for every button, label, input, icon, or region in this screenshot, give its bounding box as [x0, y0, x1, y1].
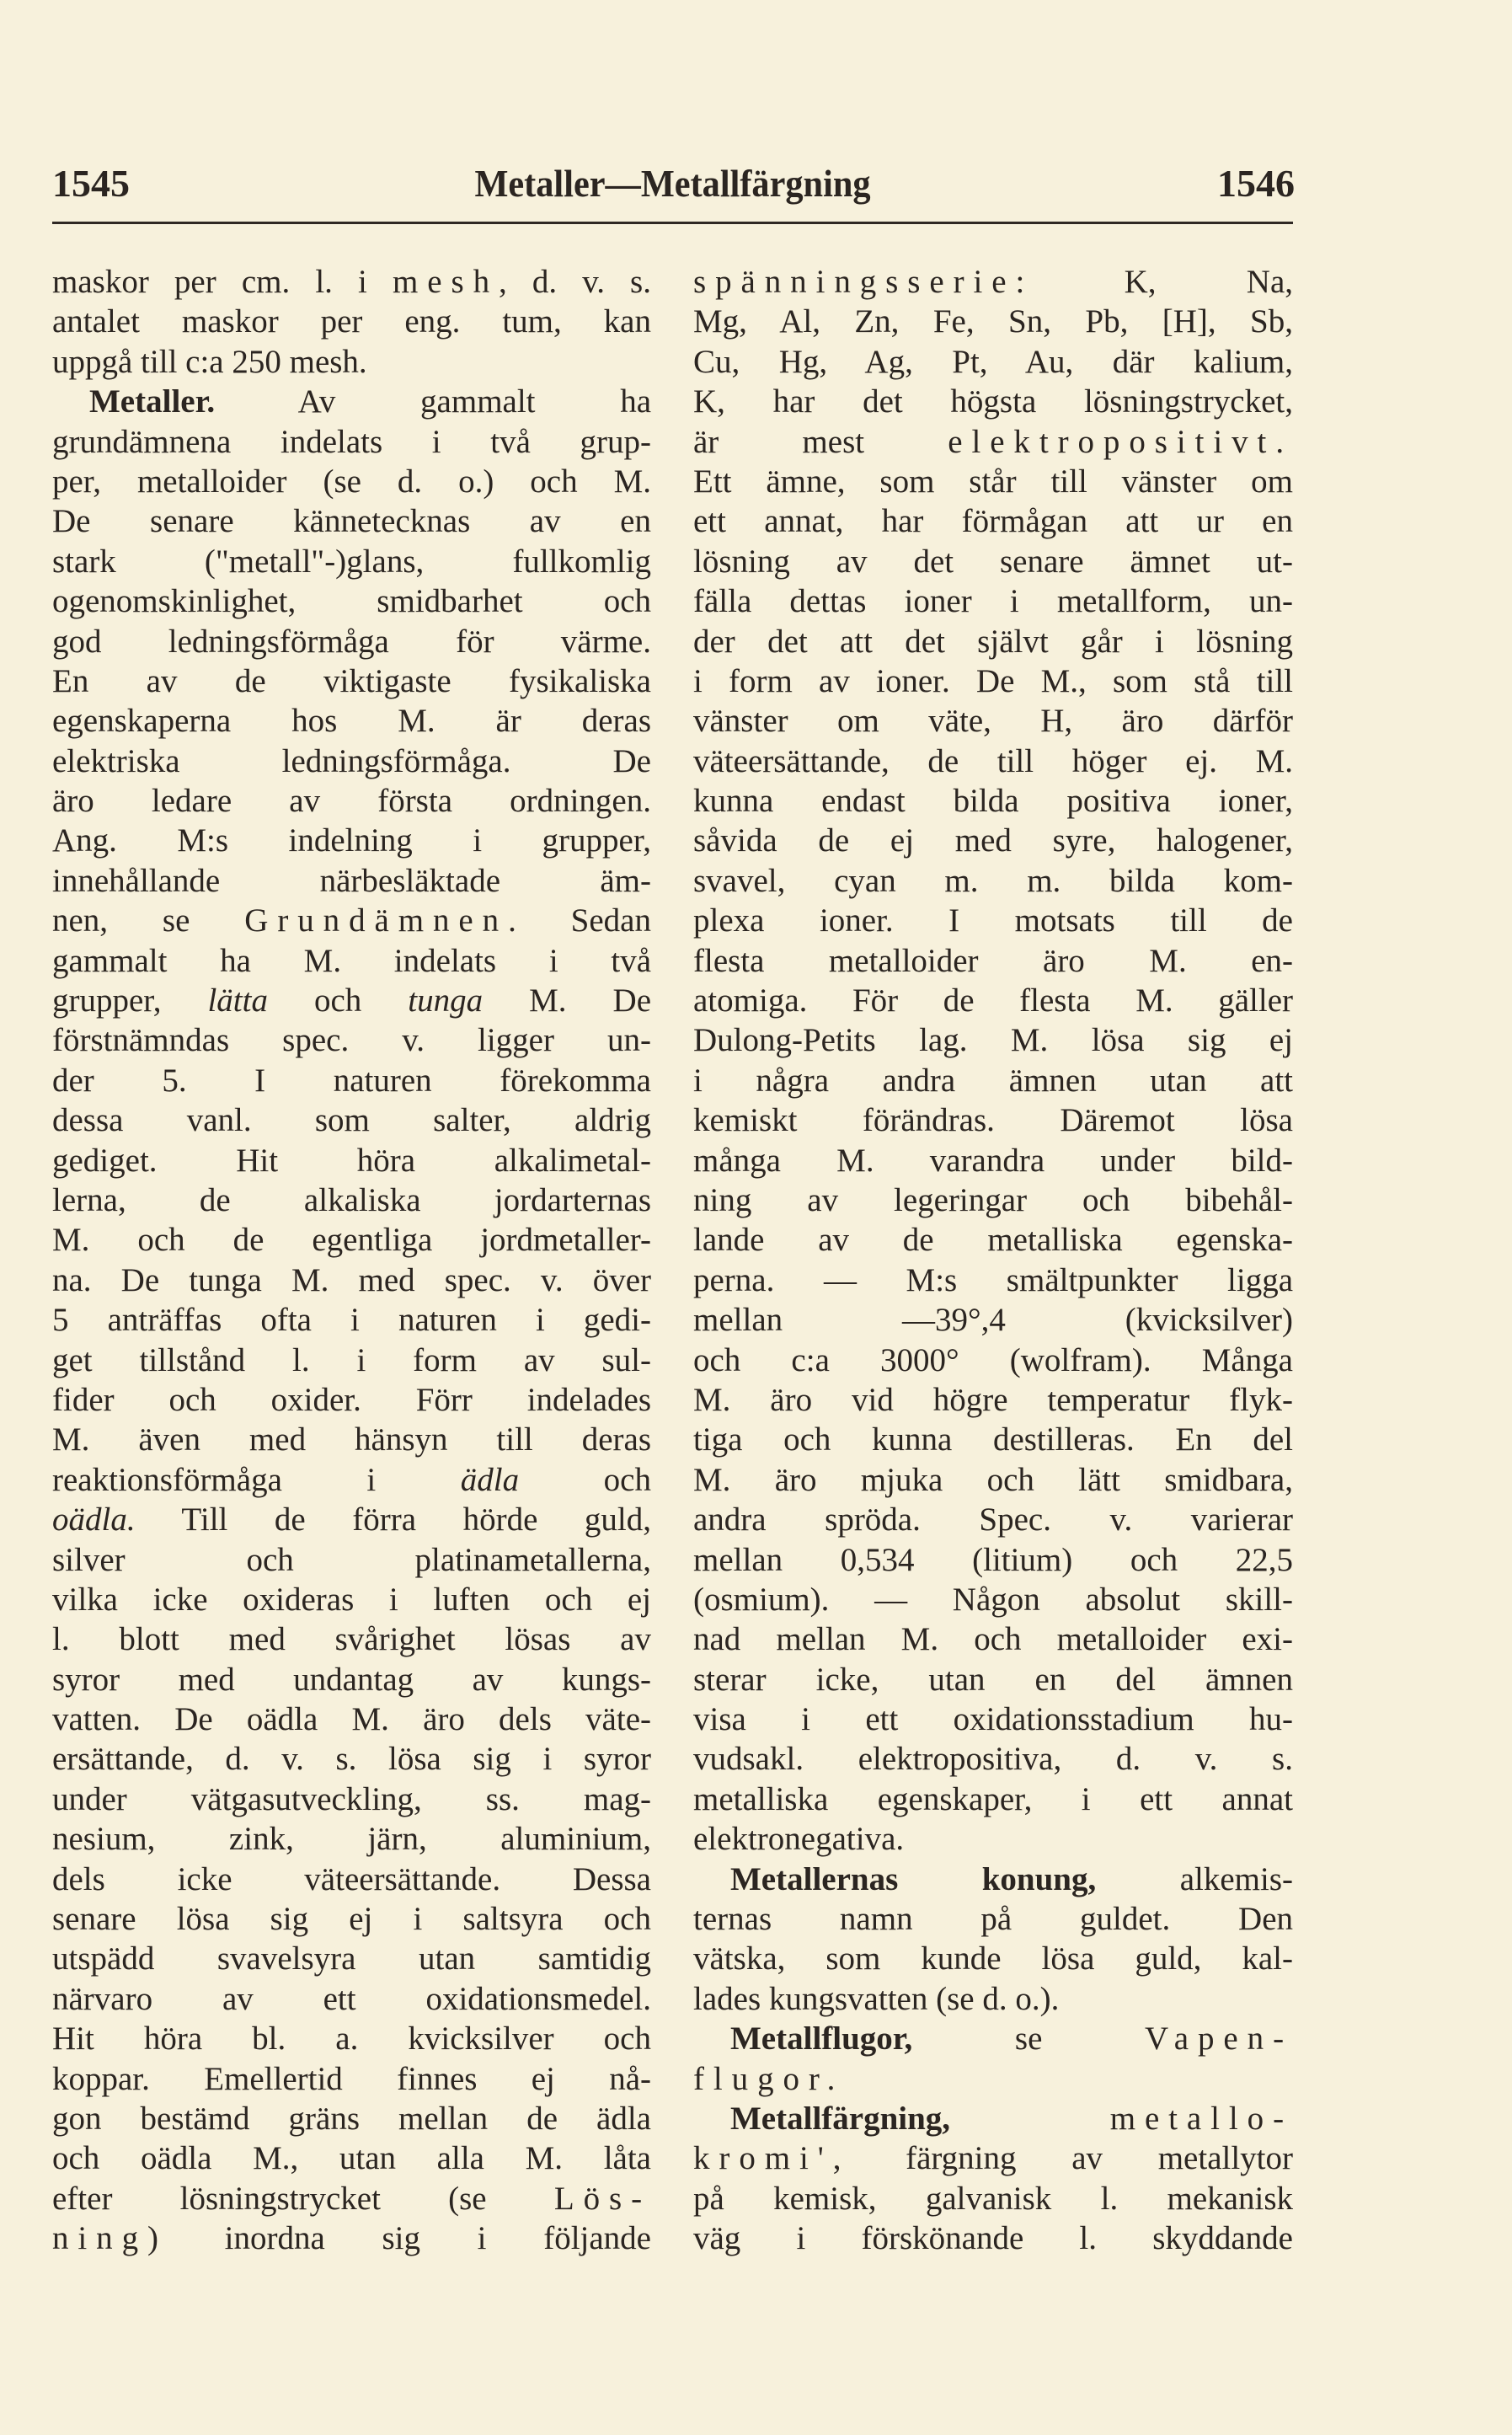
text-line — [52, 1580, 651, 1619]
text-segment: grundämnena indelats i två grup- — [52, 423, 651, 460]
text-segment: syror med undantag av kungs- — [52, 1661, 651, 1698]
spaced-emphasis: Grundämnen — [244, 902, 509, 939]
text-segment: kunna endast bilda positiva ioner, — [693, 783, 1293, 820]
text-segment: atomiga. För de flesta M. gäller — [693, 982, 1293, 1019]
text-segment: vänster om väte, H, äro därför — [693, 703, 1293, 740]
text-segment: Till de förra hörde guld, — [135, 1501, 651, 1539]
text-line — [52, 542, 651, 581]
text-line — [52, 1420, 651, 1459]
text-segment: färgning av metallytor — [850, 2140, 1293, 2177]
text-line — [52, 2059, 651, 2099]
text-segment: svavel, cyan m. m. bilda kom- — [693, 862, 1293, 899]
text-line — [693, 1779, 1293, 1819]
text-segment: mellan 0,534 (litium) och 22,5 — [693, 1541, 1293, 1578]
text-line — [52, 1540, 651, 1580]
text-line — [693, 741, 1293, 781]
text-segment: visa i ett oxidationsstadium hu- — [693, 1701, 1293, 1738]
text-line — [693, 1460, 1293, 1500]
running-title: Metaller—Metallfärgning — [474, 162, 871, 205]
text-segment: M. äro mjuka och lätt smidbara, — [693, 1461, 1293, 1498]
text-segment: dels icke väteersättande. Dessa — [52, 1860, 651, 1897]
text-line — [693, 2179, 1293, 2218]
text-segment: get tillstånd l. i form av sul- — [52, 1341, 651, 1378]
text-line — [52, 1860, 651, 1899]
text-line — [693, 382, 1293, 421]
text-segment: kemiskt förändras. Däremot lösa — [693, 1102, 1293, 1139]
text-segment: äro ledare av första ordningen. — [52, 783, 651, 820]
text-line — [693, 1699, 1293, 1739]
text-segment: fälla dettas ioner i metallform, un- — [693, 583, 1293, 620]
entry-headword: Metallernas konung, — [730, 1860, 1097, 1897]
text-line — [693, 2138, 1293, 2178]
text-line — [52, 1341, 651, 1380]
text-line — [693, 821, 1293, 860]
text-line — [52, 1020, 651, 1060]
text-segment: per, metalloider (se d. o.) och M. — [52, 463, 651, 500]
text-segment: under vätgasutveckling, ss. mag- — [52, 1780, 651, 1817]
spaced-emphasis: spänningsserie: — [693, 264, 1034, 300]
text-line — [52, 1460, 651, 1500]
text-line — [52, 1260, 651, 1300]
text-segment: Mg, Al, Zn, Fe, Sn, Pb, [H], Sb, — [693, 303, 1293, 340]
text-column-left — [52, 262, 651, 2259]
text-line — [693, 422, 1293, 462]
text-segment: Hit höra bl. a. kvicksilver och — [52, 2020, 651, 2058]
text-segment: Av gammalt ha — [215, 383, 651, 420]
text-segment: inordna sig i följande — [167, 2220, 651, 2257]
text-segment: vatten. De oädla M. äro dels väte- — [52, 1701, 651, 1738]
text-segment: antalet maskor per eng. tum, kan — [52, 303, 651, 340]
text-line — [52, 2019, 651, 2058]
text-segment: gammalt ha M. indelats i två — [52, 942, 651, 979]
text-line — [693, 1979, 1293, 2019]
italic-emphasis: ädla — [460, 1461, 520, 1498]
page-number-left: 1545 — [52, 162, 130, 205]
italic-emphasis: oädla. — [52, 1501, 136, 1539]
text-line — [693, 1260, 1293, 1300]
entry-headword: Metaller. — [89, 383, 216, 420]
text-line — [52, 2218, 651, 2258]
page-number-right: 1546 — [1217, 162, 1295, 205]
text-segment: ogenomskinlighet, smidbarhet och — [52, 583, 651, 620]
text-line — [693, 1020, 1293, 1060]
text-segment: fider och oxider. Förr indelades — [52, 1381, 651, 1418]
text-line — [693, 2019, 1293, 2058]
spaced-emphasis: flugor. — [693, 2060, 845, 2097]
text-line — [693, 581, 1293, 621]
text-segment: lösning av det senare ämnet ut- — [693, 543, 1293, 580]
text-segment: grupper, — [52, 982, 208, 1019]
text-line — [693, 1341, 1293, 1380]
text-segment: närvaro av ett oxidationsmedel. — [52, 1980, 651, 2017]
text-line — [693, 901, 1293, 940]
spaced-emphasis: Lös- — [553, 2180, 651, 2217]
text-segment: och — [519, 1461, 651, 1498]
text-segment: ersättande, d. v. s. lösa sig i syror — [52, 1741, 651, 1778]
text-segment: och — [267, 982, 409, 1019]
text-line — [693, 462, 1293, 501]
text-segment: M. äro vid högre temperatur flyk- — [693, 1381, 1293, 1418]
text-segment: perna. — M:s smältpunkter ligga — [693, 1261, 1293, 1298]
text-segment: der det att det självt går i lösning — [693, 623, 1293, 660]
text-line — [693, 1860, 1293, 1899]
text-segment: nad mellan M. och metalloider exi- — [693, 1621, 1293, 1658]
text-line — [693, 1619, 1293, 1659]
text-line — [693, 1100, 1293, 1140]
text-segment: Dulong-Petits lag. M. lösa sig ej — [693, 1022, 1293, 1059]
text-segment: gon bestämd gräns mellan de ädla — [52, 2100, 651, 2137]
text-segment: väg i förskönande l. skyddande — [693, 2220, 1293, 2257]
text-line — [52, 1939, 651, 1978]
text-line — [52, 1300, 651, 1340]
text-line — [693, 342, 1293, 382]
text-line — [52, 821, 651, 860]
text-segment: silver och platinametallerna, — [52, 1541, 651, 1578]
text-line — [693, 622, 1293, 661]
text-segment: utspädd svavelsyra utan samtidig — [52, 1940, 651, 1977]
text-line — [693, 1500, 1293, 1539]
text-segment: se — [912, 2020, 1146, 2058]
text-segment: elektriska ledningsförmåga. De — [52, 742, 651, 779]
text-line — [52, 501, 651, 541]
italic-emphasis: tunga — [408, 982, 484, 1019]
text-line — [693, 781, 1293, 821]
text-line — [52, 941, 651, 981]
text-segment: väteersättande, de till höger ej. M. — [693, 742, 1293, 779]
text-line — [693, 1540, 1293, 1580]
text-segment: andra spröda. Spec. v. varierar — [693, 1501, 1293, 1539]
text-line — [693, 302, 1293, 341]
text-segment: Ett ämne, som står till vänster om — [693, 463, 1293, 500]
text-line — [52, 342, 651, 382]
text-line — [52, 581, 651, 621]
entry-headword: Metallflugor, — [730, 2020, 913, 2058]
text-segment: såvida de ej med syre, halogener, — [693, 822, 1293, 859]
text-segment: l. blott med svårighet lösas av — [52, 1621, 651, 1658]
text-line — [52, 981, 651, 1020]
text-line — [693, 2059, 1293, 2099]
text-segment: och c:a 3000° (wolfram). Många — [693, 1341, 1293, 1378]
text-line — [693, 1939, 1293, 1978]
text-segment: många M. varandra under bild- — [693, 1142, 1293, 1179]
text-segment: dessa vanl. som salter, aldrig — [52, 1102, 651, 1139]
text-segment: lades kungsvatten (se d. o.). — [693, 1980, 1060, 2017]
text-segment: är mest — [693, 423, 948, 460]
text-segment: , d. v. s. — [499, 264, 651, 300]
text-line — [52, 302, 651, 341]
text-line — [693, 1420, 1293, 1459]
text-segment: efter lösningstrycket (se — [52, 2180, 554, 2217]
text-line — [52, 382, 651, 421]
text-segment: vätska, som kunde lösa guld, kal- — [693, 1940, 1293, 1977]
text-line — [693, 701, 1293, 741]
text-line — [52, 901, 651, 940]
text-segment: senare lösa sig ej i saltsyra och — [52, 1901, 651, 1938]
text-line — [52, 741, 651, 781]
text-segment: na. De tunga M. med spec. v. över — [52, 1261, 651, 1298]
text-segment: flesta metalloider äro M. en- — [693, 942, 1293, 979]
header-rule — [52, 222, 1293, 224]
text-line — [693, 1660, 1293, 1699]
text-segment: alkemis- — [1096, 1860, 1294, 1897]
text-segment: lerna, de alkaliska jordarternas — [52, 1181, 651, 1218]
text-line — [693, 262, 1293, 302]
text-line — [52, 1899, 651, 1939]
text-segment: innehållande närbesläktade äm- — [52, 862, 651, 899]
spaced-emphasis: mesh — [392, 264, 499, 300]
text-line — [52, 2138, 651, 2178]
text-line — [52, 462, 651, 501]
text-segment: och oädla M., utan alla M. låta — [52, 2140, 651, 2177]
text-segment: der 5. I naturen förekomma — [52, 1062, 651, 1099]
text-segment: maskor per cm. l. i — [52, 264, 393, 300]
text-line — [52, 622, 651, 661]
spaced-emphasis: metallo- — [1109, 2100, 1293, 2137]
text-segment: i några andra ämnen utan att — [693, 1062, 1293, 1099]
text-segment: ternas namn på guldet. Den — [693, 1901, 1293, 1938]
text-segment: 5 anträffas ofta i naturen i gedi- — [52, 1302, 651, 1339]
text-line — [52, 422, 651, 462]
text-line — [693, 1141, 1293, 1180]
text-segment: . Sedan — [508, 902, 651, 939]
text-line — [52, 1180, 651, 1220]
text-line — [52, 1141, 651, 1180]
text-segment: M. och de egentliga jordmetaller- — [52, 1222, 651, 1259]
text-line — [693, 661, 1293, 701]
text-line — [693, 1180, 1293, 1220]
text-line — [52, 1100, 651, 1140]
text-line — [693, 1061, 1293, 1100]
text-segment: mellan —39°,4 (kvicksilver) — [693, 1302, 1293, 1339]
text-segment: lande av de metalliska egenska- — [693, 1222, 1293, 1259]
text-segment: elektronegativa. — [693, 1821, 905, 1858]
text-line — [693, 941, 1293, 981]
spaced-emphasis: Vapen- — [1145, 2020, 1293, 2058]
text-line — [52, 1660, 651, 1699]
text-line — [693, 1580, 1293, 1619]
text-segment: plexa ioner. I motsats till de — [693, 902, 1293, 939]
text-line — [52, 1619, 651, 1659]
text-segment: uppgå till c:a 250 mesh. — [52, 343, 367, 380]
text-segment: Cu, Hg, Ag, Pt, Au, där kalium, — [693, 343, 1293, 380]
spaced-emphasis: ning) — [52, 2220, 168, 2257]
text-line — [52, 2099, 651, 2138]
text-segment: ett annat, har förmågan att ur en — [693, 503, 1293, 540]
text-line — [693, 981, 1293, 1020]
text-segment: gediget. Hit höra alkalimetal- — [52, 1142, 651, 1179]
text-line — [693, 2099, 1293, 2138]
text-segment: vilka icke oxideras i luften och ej — [52, 1581, 651, 1618]
text-line — [52, 661, 651, 701]
text-line — [52, 701, 651, 741]
text-line — [693, 542, 1293, 581]
text-line — [52, 1699, 651, 1739]
text-segment — [950, 2101, 1110, 2137]
text-segment: K, Na, — [1034, 264, 1293, 300]
entry-headword: Metallfärgning, — [730, 2100, 951, 2137]
text-segment: Ang. M:s indelning i grupper, — [52, 822, 651, 859]
text-line — [52, 1061, 651, 1100]
text-line — [52, 1220, 651, 1260]
spaced-emphasis: kromi', — [693, 2140, 851, 2177]
text-segment: sterar icke, utan en del ämnen — [693, 1661, 1293, 1698]
text-segment: koppar. Emellertid finnes ej nå- — [52, 2060, 651, 2097]
text-segment: ning av legeringar och bibehål- — [693, 1181, 1293, 1218]
text-segment: (osmium). — Någon absolut skill- — [693, 1581, 1293, 1618]
text-segment: tiga och kunna destilleras. En del — [693, 1421, 1293, 1458]
text-line — [693, 1300, 1293, 1340]
text-line — [52, 1739, 651, 1779]
text-line — [52, 781, 651, 821]
text-column-right — [693, 262, 1293, 2259]
text-line — [693, 2218, 1293, 2258]
text-segment: stark ("metall"-)glans, fullkomlig — [52, 543, 651, 580]
text-line — [693, 1739, 1293, 1779]
text-line — [693, 1380, 1293, 1420]
text-line — [52, 861, 651, 901]
text-line — [693, 1819, 1293, 1859]
text-segment: på kemisk, galvanisk l. mekanisk — [693, 2180, 1293, 2217]
text-line — [693, 861, 1293, 901]
text-line — [693, 501, 1293, 541]
text-line — [52, 1819, 651, 1859]
text-segment: metalliska egenskaper, i ett annat — [693, 1780, 1293, 1817]
text-segment: egenskaperna hos M. är deras — [52, 703, 651, 740]
text-segment: M. även med hänsyn till deras — [52, 1421, 651, 1458]
text-segment: i form av ioner. De M., som stå till — [693, 662, 1293, 699]
text-segment: förstnämndas spec. v. ligger un- — [52, 1022, 651, 1059]
text-segment: K, har det högsta lösningstrycket, — [693, 383, 1293, 420]
text-segment: god ledningsförmåga för värme. — [52, 623, 651, 660]
text-line — [52, 1779, 651, 1819]
text-segment: nen, se — [52, 902, 245, 939]
spaced-emphasis: elektropositivt. — [948, 423, 1293, 460]
text-segment: vudsakl. elektropositiva, d. v. s. — [693, 1741, 1293, 1778]
text-segment: M. De — [483, 982, 652, 1019]
text-segment: De senare kännetecknas av en — [52, 503, 651, 540]
text-line — [52, 1979, 651, 2019]
text-line — [693, 1899, 1293, 1939]
text-line — [52, 2179, 651, 2218]
text-line — [52, 1500, 651, 1539]
text-segment: reaktionsförmåga i — [52, 1461, 461, 1498]
text-line — [52, 262, 651, 302]
text-line — [52, 1380, 651, 1420]
italic-emphasis: lätta — [207, 982, 268, 1019]
text-segment: nesium, zink, järn, aluminium, — [52, 1821, 651, 1858]
text-segment: En av de viktigaste fysikaliska — [52, 662, 651, 699]
text-line — [693, 1220, 1293, 1260]
